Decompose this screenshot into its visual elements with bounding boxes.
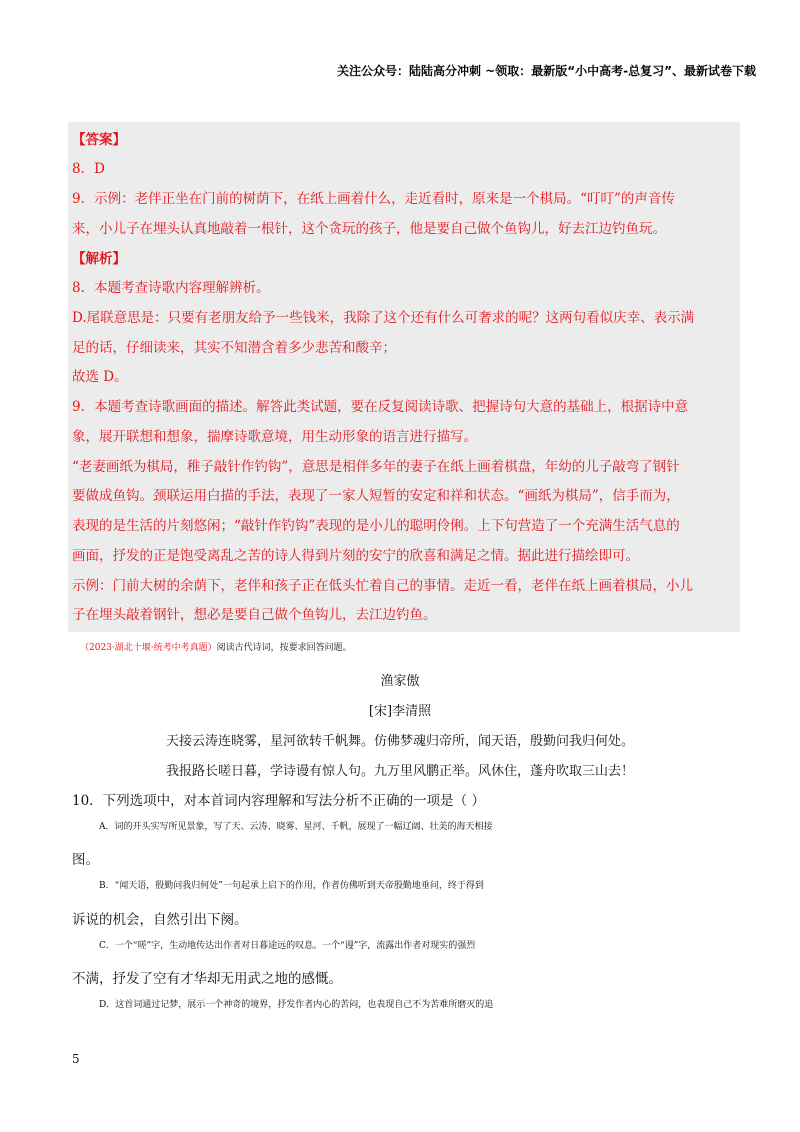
question-10: 10．下列选项中，对本首词内容理解和写法分析不正确的一项是（ ）	[72, 793, 485, 809]
analysis-8-line-3: 足的话，仔细读来，其实不知潜含着多少悲苦和酸辛；	[72, 340, 396, 356]
poem-title: 渔家傲	[380, 674, 420, 689]
page-header: 关注公众号：陆陆高分冲刺 ~领取：最新版“小中高考-总复习”、最新试卷下载	[337, 64, 756, 78]
analysis-8-line-4: 故选 D。	[72, 369, 128, 385]
analysis-9-line-7: 示例：门前大树的余荫下，老伴和孩子正在低头忙着自己的事情。走近一看，老伴在纸上画着棋局，小儿	[72, 578, 693, 594]
poem-author: [宋]李清照	[368, 704, 432, 719]
analysis-9-line-1: 9．本题考查诗歌画面的描述。解答此类试题，要在反复阅读诗歌、把握诗句大意的基础上，根据诗中意	[72, 399, 689, 415]
answer-8: 8．D	[72, 161, 105, 177]
answer-tag: 【答案】	[72, 132, 126, 148]
answer-9-line-2: 来，小儿子在埋头认真地敲着一根针，这个贪玩的孩子，他是要自己做个鱼钩儿，好去江边钓鱼玩。	[72, 221, 666, 237]
question-instruction: 阅读古代诗词，按要求回答问题。	[216, 643, 352, 653]
analysis-9-line-2: 象，展开联想和想象，揣摩诗歌意境，用生动形象的语言进行描写。	[72, 429, 477, 445]
answer-9-line-1: 9．示例：老伴正坐在门前的树荫下，在纸上画着什么，走近看时，原来是一个棋局。“叮叮”的声音传	[72, 191, 675, 207]
option-b-line-2: 诉说的机会，自然引出下阕。	[72, 912, 248, 928]
question-source: （2023·湖北十堰·统考中考真题）	[80, 643, 217, 653]
option-b-line-1: B．“闻天语，殷勤问我归何处”一句起承上启下的作用，作者仿佛听到天帝殷勤地垂问，终于得到	[99, 881, 484, 891]
poem-line-2: 我报路长嗟日暮，学诗谩有惊人句。九万里风鹏正举。风休住，蓬舟吹取三山去！	[165, 764, 634, 779]
option-a-line-1: A．词的开头实写所见景象，写了天、云涛、晓雾、星河、千帆，展现了一幅辽阔、壮美的海天相接	[99, 822, 493, 832]
question-source-line	[80, 640, 748, 653]
option-a-line-2: 图。	[72, 852, 99, 868]
analysis-8-line-1: 8．本题考查诗歌内容理解辨析。	[72, 280, 270, 296]
analysis-9-line-3: “老妻画纸为棋局，稚子敲针作钓钩”，意思是相伴多年的妻子在纸上画着棋盘，年幼的儿子敲弯了钢针	[72, 459, 680, 475]
analysis-9-line-6: 画面，抒发的正是饱受离乱之苦的诗人得到片刻的安宁的欣喜和满足之情。据此进行描绘即可。	[72, 548, 639, 564]
analysis-8-line-2: D.尾联意思是：只要有老朋友给予一些钱米，我除了这个还有什么可奢求的呢？这两句看似庆幸、表示满	[72, 310, 695, 326]
poem-line-1: 天接云涛连晓雾，星河欲转千帆舞。仿佛梦魂归帝所，闻天语，殷勤问我归何处。	[165, 734, 634, 749]
analysis-tag: 【解析】	[72, 251, 126, 267]
analysis-9-line-5: 表现的是生活的片刻悠闲；“敲针作钓钩”表现的是小儿的聪明伶俐。上下句营造了一个充满生活气息的	[72, 518, 680, 534]
analysis-9-line-8: 子在埋头敲着钢针，想必是要自己做个鱼钩儿，去江边钓鱼。	[72, 607, 437, 623]
option-c-line-2: 不满，抒发了空有才华却无用武之地的感慨。	[72, 971, 342, 987]
analysis-9-line-4: 要做成鱼钩。颈联运用白描的手法，表现了一家人短暂的安定和祥和状态。“画纸为棋局”，信手而为，	[72, 488, 680, 504]
option-c-line-1: C．一个“嗟”字，生动地传达出作者对日暮途远的叹息。一个“谩”字，流露出作者对现实的强烈	[99, 941, 476, 951]
page-number: 5	[72, 1052, 80, 1066]
option-d-line-1: D．这首词通过记梦，展示一个神奇的境界，抒发作者内心的苦闷，也表现自己不为苦难所磨灭的追	[99, 1000, 494, 1010]
